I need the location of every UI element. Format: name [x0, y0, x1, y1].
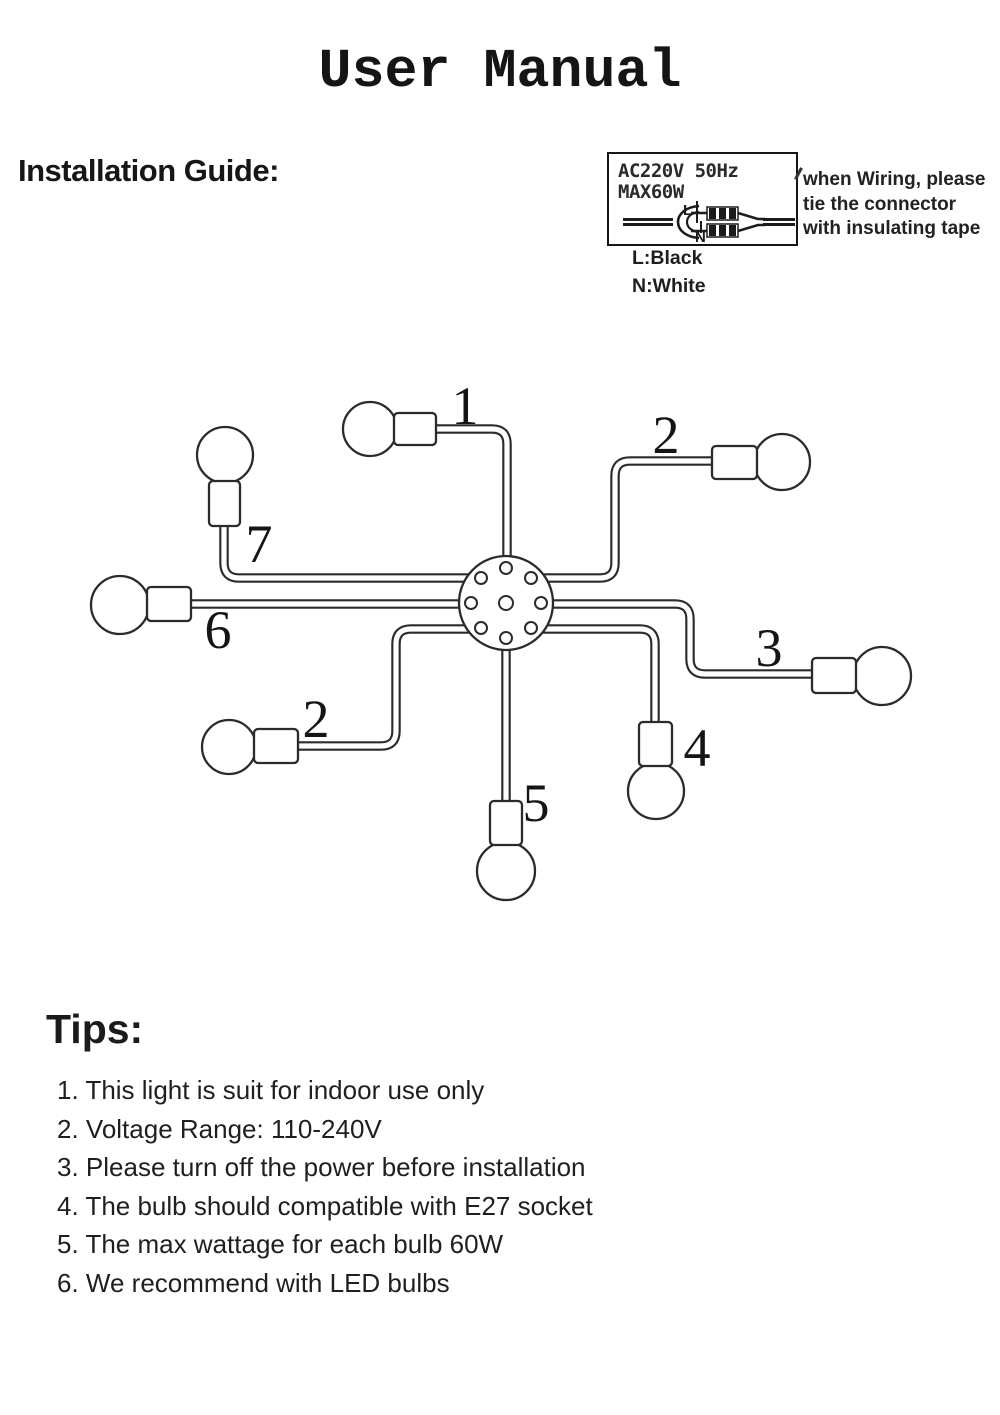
arm-2-top-label: 2: [652, 405, 680, 465]
arm-5-label: 5: [522, 773, 550, 833]
installation-guide-heading: Installation Guide:: [18, 153, 279, 188]
arm-1-fixture: [343, 402, 436, 456]
left-cable-line: [623, 220, 673, 225]
arm-2-bottom-bulb: [202, 720, 256, 774]
label-n: N: [695, 229, 706, 243]
hub-hole-top: [500, 562, 512, 574]
terminal-block-bottom: [707, 224, 738, 237]
hub-hole-upper-right: [525, 572, 537, 584]
terminal-block-top: [707, 207, 738, 220]
arm-6-socket: [147, 587, 191, 621]
hub-hole-right: [535, 597, 547, 609]
wire-line-color: L:Black: [632, 247, 703, 269]
arm-3-socket: [812, 658, 856, 693]
arm-6-label: 6: [204, 600, 232, 660]
hub-hole-center: [499, 596, 513, 610]
arm-2-top-tube: [510, 461, 714, 578]
arm-2-bottom-socket: [254, 729, 298, 763]
arm-7-label: 7: [245, 514, 273, 574]
arm-2-top-fixture: [712, 434, 810, 490]
tip-item: 3. Please turn off the power before installation: [57, 1152, 586, 1183]
spec-wattage: MAX60W: [618, 181, 684, 203]
arm-7-bulb: [197, 427, 253, 483]
page-title: User Manual: [318, 40, 682, 103]
arm-4-bulb: [628, 763, 684, 819]
arm-4-label: 4: [683, 718, 711, 778]
label-l: L: [683, 202, 693, 219]
arm-2-top-bulb: [754, 434, 810, 490]
arm-3-label: 3: [755, 618, 783, 678]
tip-item: 1. This light is suit for indoor use only: [57, 1075, 485, 1105]
hub-hole-bottom: [500, 632, 512, 644]
arm-7-fixture: [197, 427, 253, 526]
arm-1-socket: [394, 413, 436, 445]
tip-item: 6. We recommend with LED bulbs: [57, 1267, 450, 1298]
wiring-note-line3: with insulating tape: [803, 218, 981, 239]
converging-wires: [738, 213, 765, 231]
arm-3-fixture: [812, 647, 911, 705]
arm-4-fixture: [628, 722, 684, 819]
arm-5-bulb: [477, 842, 535, 900]
arm-3-bulb: [853, 647, 911, 705]
arm-1-label: 1: [451, 376, 479, 436]
wire-neutral-color: N:White: [632, 274, 706, 297]
tips-heading: Tips:: [46, 1006, 144, 1052]
wire-color-legend: [632, 245, 706, 300]
wiring-note-line2: tie the connector: [803, 193, 957, 215]
arm-2-bottom-label: 2: [302, 689, 330, 749]
hub-hole-lower-right: [525, 622, 537, 634]
arm-6-bulb: [91, 576, 149, 634]
tip-item: 2. Voltage Range: 110-240V: [57, 1113, 382, 1144]
chandelier-diagram: [0, 375, 1000, 920]
hub-hole-lower-left: [475, 622, 487, 634]
hub-hole-upper-left: [475, 572, 487, 584]
tip-item: 4. The bulb should compatible with E27 socket: [57, 1190, 593, 1221]
arm-2-bottom-fixture: [202, 720, 298, 774]
ceiling-hub: [459, 556, 553, 650]
arm-7-socket: [209, 481, 240, 526]
arm-4-socket: [639, 722, 672, 766]
wiring-note: [803, 168, 985, 242]
right-cable-line: [763, 220, 795, 225]
arm-1-bulb: [343, 402, 397, 456]
wiring-connector-icon: [611, 197, 797, 243]
hub-hole-left: [465, 597, 477, 609]
tips-list: [57, 1071, 593, 1303]
spec-voltage: AC220V 50Hz: [618, 160, 739, 182]
spec-box: [607, 152, 798, 246]
tip-item: 5. The max wattage for each bulb 60W: [57, 1229, 504, 1260]
arm-6-fixture: [91, 576, 191, 634]
arm-2-top-socket: [712, 446, 757, 479]
wiring-note-line1: when Wiring, please: [803, 169, 986, 190]
arm-5-socket: [490, 801, 522, 845]
